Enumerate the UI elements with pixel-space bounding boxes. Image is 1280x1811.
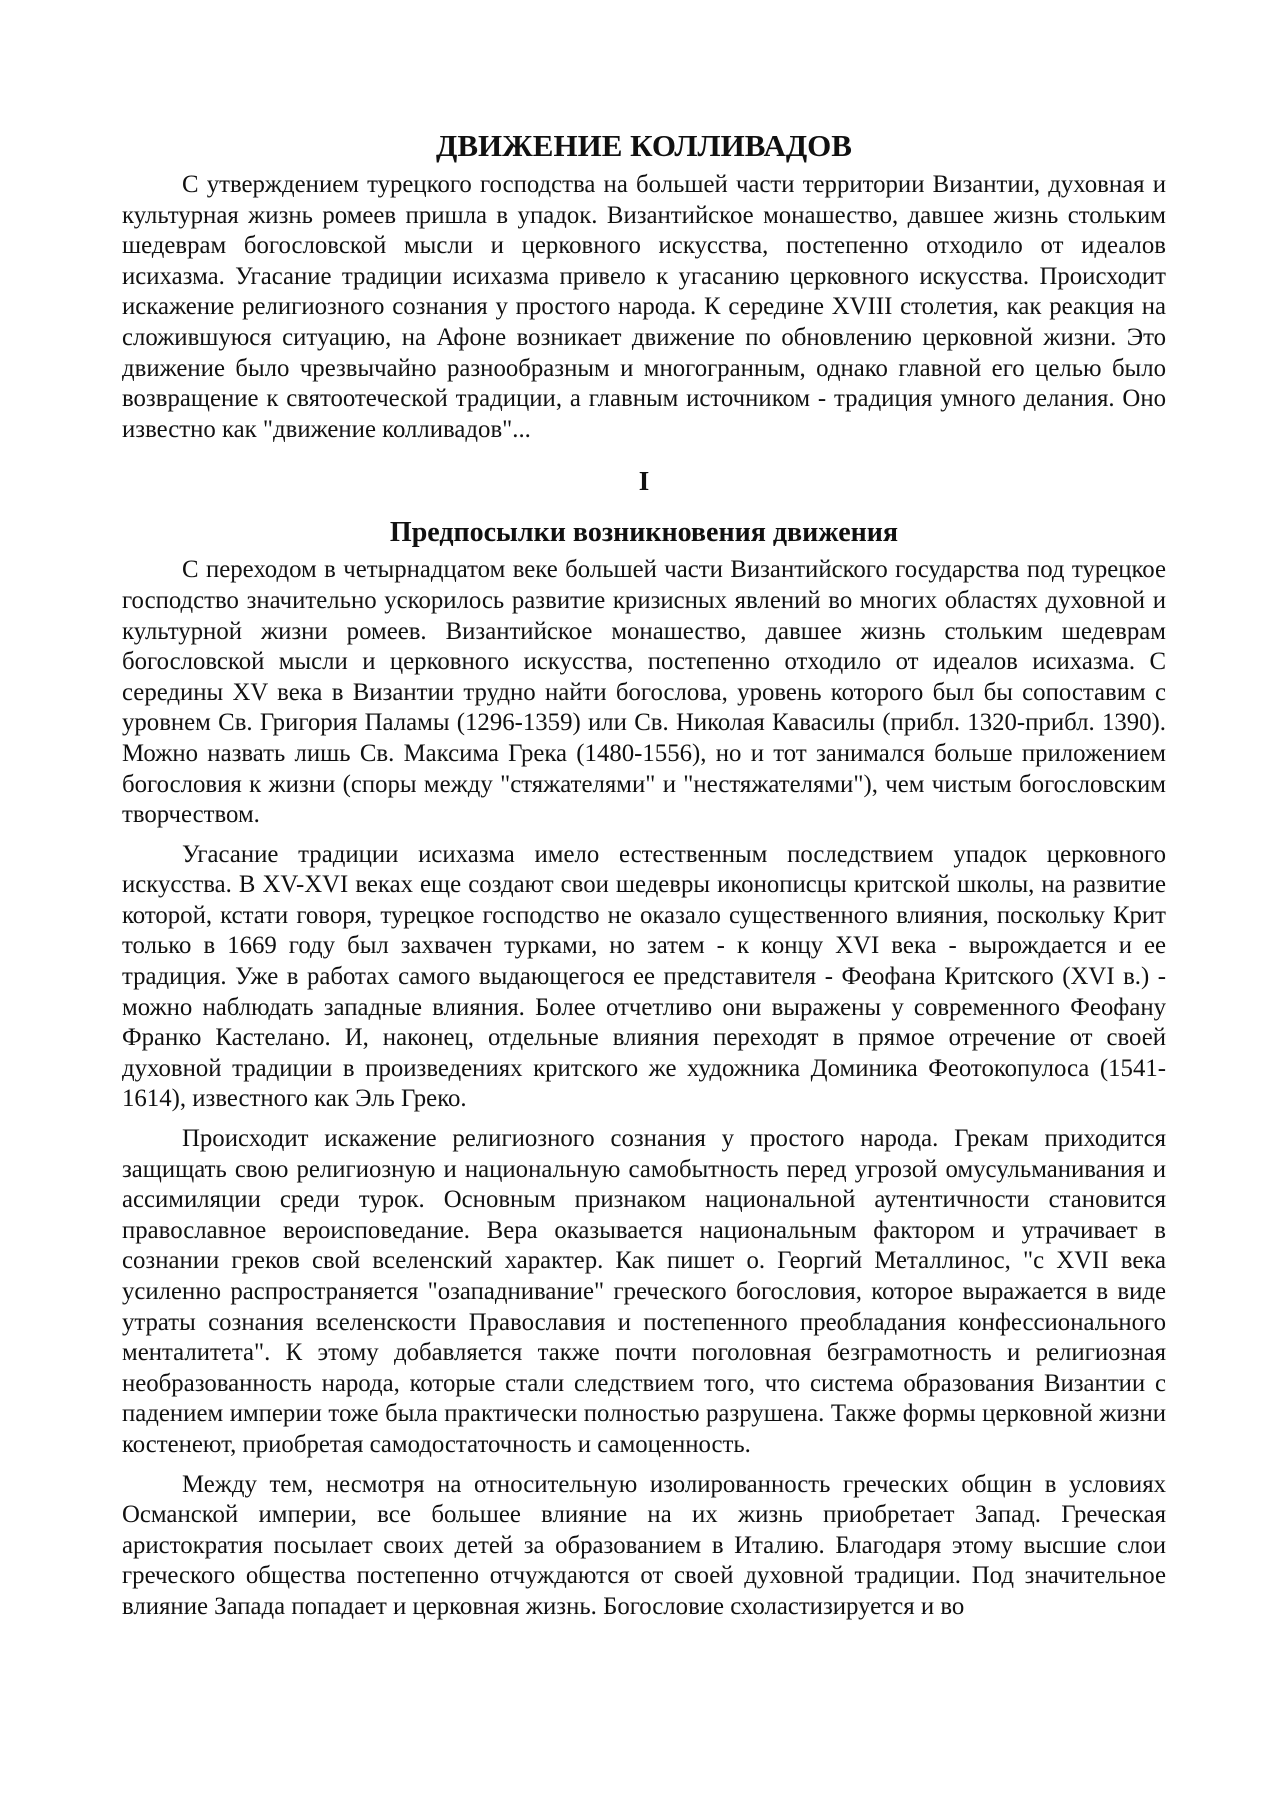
section-title: Предпосылки возникновения движения	[389, 517, 899, 549]
document-title: ДВИЖЕНИЕ КОЛЛИВАДОВ	[436, 128, 852, 163]
body-paragraph: Угасание традиции исихазма имело естественным последствием упадок церковного искусства. В XV-XVI веках еще создают свои шедевры иконописцы критской школы, на развитие которой, кстати говоря, турецкое господство не оказало существенного влияния, поскольку Крит только в 1669 году был захвачен турками, но затем - к концу XVI века - вырождается и ее традиция. Уже в работах самого выдающегося ее представителя - Феофана Критского (XVI в.) - можно наблюдать западные влияния. Более отчетливо они выражены у современного Феофану Франко Кастелано. И, наконец, отдельные влияния переходят в прямое отречение от своей духовной традиции в произведениях критского же художника Доминика Феотокопулоса (1541-1614), известного как Эль Греко.	[122, 840, 1166, 1113]
section-number: I	[638, 466, 650, 497]
body-paragraph: С переходом в четырнадцатом веке большей части Византийского государства под турецкое господство значительно ускорилось развитие кризисных явлений во многих областях духовной и культурной жизни ромеев. Византийское монашество, давшее жизнь стольким шедеврам богословской мысли и церковного искусства, постепенно отходило от идеалов исихазма. С середины XV века в Византии трудно найти богослова, уровень которого был бы сопоставим с уровнем Св. Григория Паламы (1296-1359) или Св. Николая Кавасилы (прибл. 1320-прибл. 1390). Можно назвать лишь Св. Максима Грека (1480-1556), но и тот занимался больше приложением богословия к жизни (споры между "стяжателями" и "нестяжателями"), чем чистым богословским творчеством.	[122, 556, 1166, 829]
body-paragraph: Между тем, несмотря на относительную изолированность греческих общин в условиях Османской империи, все большее влияние на их жизнь приобретает Запад. Греческая аристократия посылает своих детей за образованием в Италию. Благодаря этому высшие слои греческого общества постепенно отчуждаются от своей духовной традиции. Под значительное влияние Запада попадает и церковная жизнь. Богословие схоластизируется и во	[122, 1470, 1166, 1620]
intro-paragraph: С утверждением турецкого господства на большей части территории Византии, духовная и культурная жизнь ромеев пришла в упадок. Византийское монашество, давшее жизнь стольким шедеврам богословской мысли и церковного искусства, постепенно отходило от идеалов исихазма. Угасание традиции исихазма привело к угасанию церковного искусства. Происходит искажение религиозного сознания у простого народа. К середине XVIII столетия, как реакция на сложившуюся ситуацию, на Афоне возникает движение по обновлению церковной жизни. Это движение было чрезвычайно разнообразным и многогранным, однако главной его целью было возвращение к святоотеческой традиции, а главным источником - традиция умного делания. Оно известно как "движение колливадов"...	[122, 171, 1166, 443]
document-page	[122, 112, 1166, 1623]
body-paragraph: Происходит искажение религиозного сознания у простого народа. Грекам приходится защищать свою религиозную и национальную самобытность перед угрозой омусульманивания и ассимиляции среди турок. Основным признаком национальной аутентичности становится православное вероисповедание. Вера оказывается национальным фактором и утрачивает в сознании греков свой вселенский характер. Как пишет о. Георгий Металлинос, "с XVII века усиленно распространяется "озападнивание" греческого богословия, которое выражается в виде утраты сознания вселенскости Православия и постепенного преобладания конфессионального менталитета". К этому добавляется также почти поголовная безграмотность и религиозная необразованность народа, которые стали следствием того, что система образования Византии с падением империи тоже была практически полностью разрушена. Также формы церковной жизни костенеют, приобретая самодостаточность и самоценность.	[122, 1125, 1166, 1458]
